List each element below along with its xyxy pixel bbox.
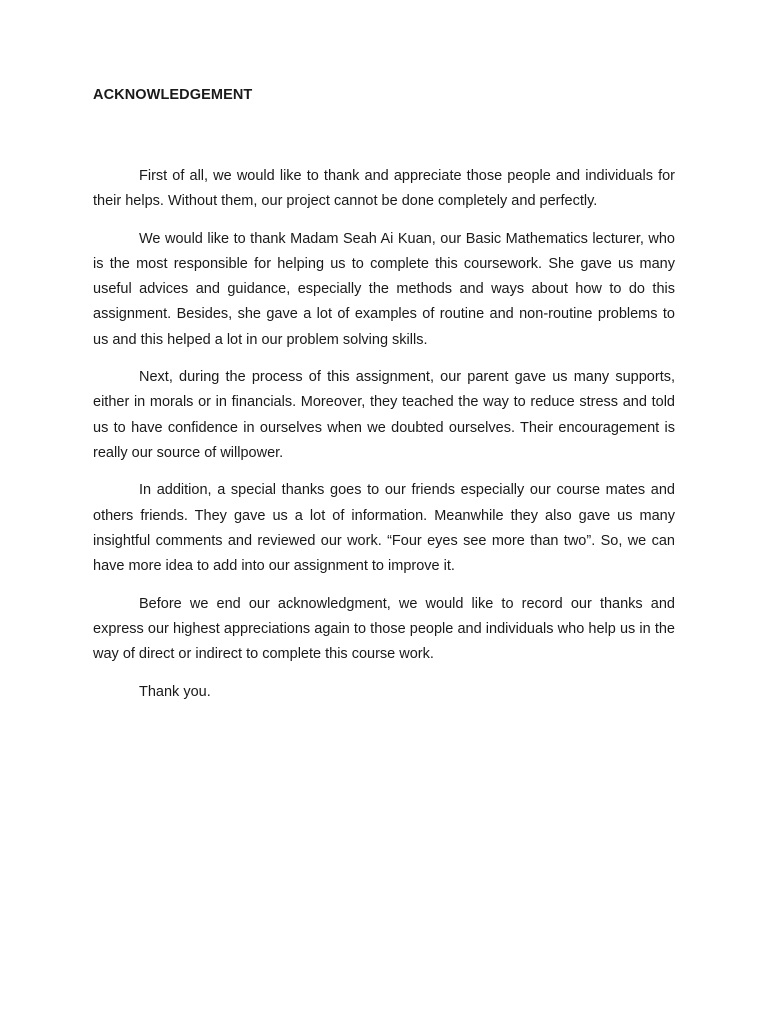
paragraph-intro: First of all, we would like to thank and appreciate those people and individuals for their helps. Without them, our project cannot be done completely and perfectly. xyxy=(93,168,675,210)
paragraph-parents: Next, during the process of this assignment, our parent gave us many supports, either in morals or in financials. Moreover, they teached the way to reduce stress and told us to have confidence in ourselves when we doubted ourselves. Their encouragement is really our source of willpower. xyxy=(93,369,675,461)
paragraph-thank-you: Thank you. xyxy=(139,683,211,700)
document-title: ACKNOWLEDGEMENT xyxy=(93,87,253,103)
paragraph-friends: In addition, a special thanks goes to our friends especially our course mates and others friends. They gave us a lot of information. Meanwhile they also gave us many insightful comments and reviewed our work. “Four eyes see more than two”. So, we can have more idea to add into our assignment to improve it. xyxy=(93,482,675,575)
paragraph-closing: Before we end our acknowledgment, we would like to record our thanks and express our highest appreciations again to those people and individuals who help us in the way of direct or indirect to complete this course work. xyxy=(93,595,675,663)
document-body xyxy=(93,164,675,705)
paragraph-lecturer: We would like to thank Madam Seah Ai Kuan, our Basic Mathematics lecturer, who is the most responsible for helping us to complete this coursework. She gave us many useful advices and guidance, especially the methods and ways about how to do this assignment. Besides, she gave a lot of examples of routine and non-routine problems to us and this helped a lot in our problem solving skills. xyxy=(93,230,675,348)
